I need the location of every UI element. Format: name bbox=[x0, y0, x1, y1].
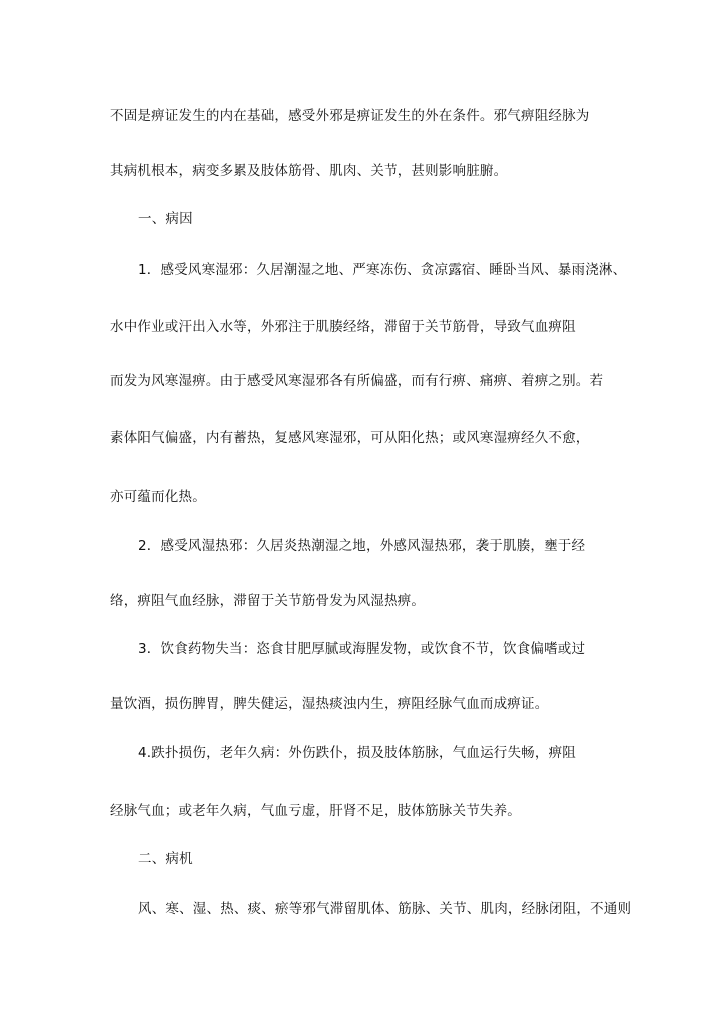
text-line: 而发为风寒湿痹。由于感受风寒湿邪各有所偏盛，而有行痹、痛痹、着痹之别。若 bbox=[110, 373, 604, 389]
text-line: 经脉气血；或老年久病，气血亏虚，肝肾不足，肢体筋脉关节失养。 bbox=[110, 803, 521, 819]
text-line: 不固是痹证发生的内在基础，感受外邪是痹证发生的外在条件。邪气痹阻经脉为 bbox=[110, 108, 590, 124]
text-line: 其病机根本，病变多累及肢体筋骨、肌肉、关节，甚则影响脏腑。 bbox=[110, 163, 508, 179]
text-line: 络，痹阻气血经脉，滞留于关节筋骨发为风湿热痹。 bbox=[110, 593, 426, 609]
text-line: 素体阳气偏盛，内有蓄热，复感风寒湿邪，可从阳化热；或风寒湿痹经久不愈， bbox=[110, 430, 590, 446]
text-line: 1．感受风寒湿邪：久居潮湿之地、严寒冻伤、贪凉露宿、睡卧当风、暴雨浇淋、 bbox=[138, 262, 627, 278]
text-line: 量饮酒，损伤脾胃，脾失健运，湿热痰浊内生，痹阻经脉气血而成痹证。 bbox=[110, 696, 549, 712]
text-line: 亦可蕴而化热。 bbox=[110, 489, 206, 505]
section-heading: 二、病机 bbox=[138, 851, 193, 867]
text-line: 水中作业或汗出入水等，外邪注于肌腠经络，滞留于关节筋骨，导致气血痹阻 bbox=[110, 319, 576, 335]
text-line: 4.跌扑损伤，老年久病：外伤跌仆，损及肢体筋脉，气血运行失畅，痹阻 bbox=[138, 745, 576, 761]
text-line: 2．感受风湿热邪：久居炎热潮湿之地，外感风湿热邪，袭于肌腠，壅于经 bbox=[138, 538, 586, 554]
section-heading: 一、病因 bbox=[138, 211, 193, 227]
text-line: 3．饮食药物失当：恣食甘肥厚腻或海腥发物，或饮食不节，饮食偏嗜或过 bbox=[138, 641, 586, 657]
text-line: 风、寒、湿、热、痰、瘀等邪气滞留肌体、筋脉、关节、肌肉，经脉闭阻，不通则 bbox=[138, 901, 632, 917]
